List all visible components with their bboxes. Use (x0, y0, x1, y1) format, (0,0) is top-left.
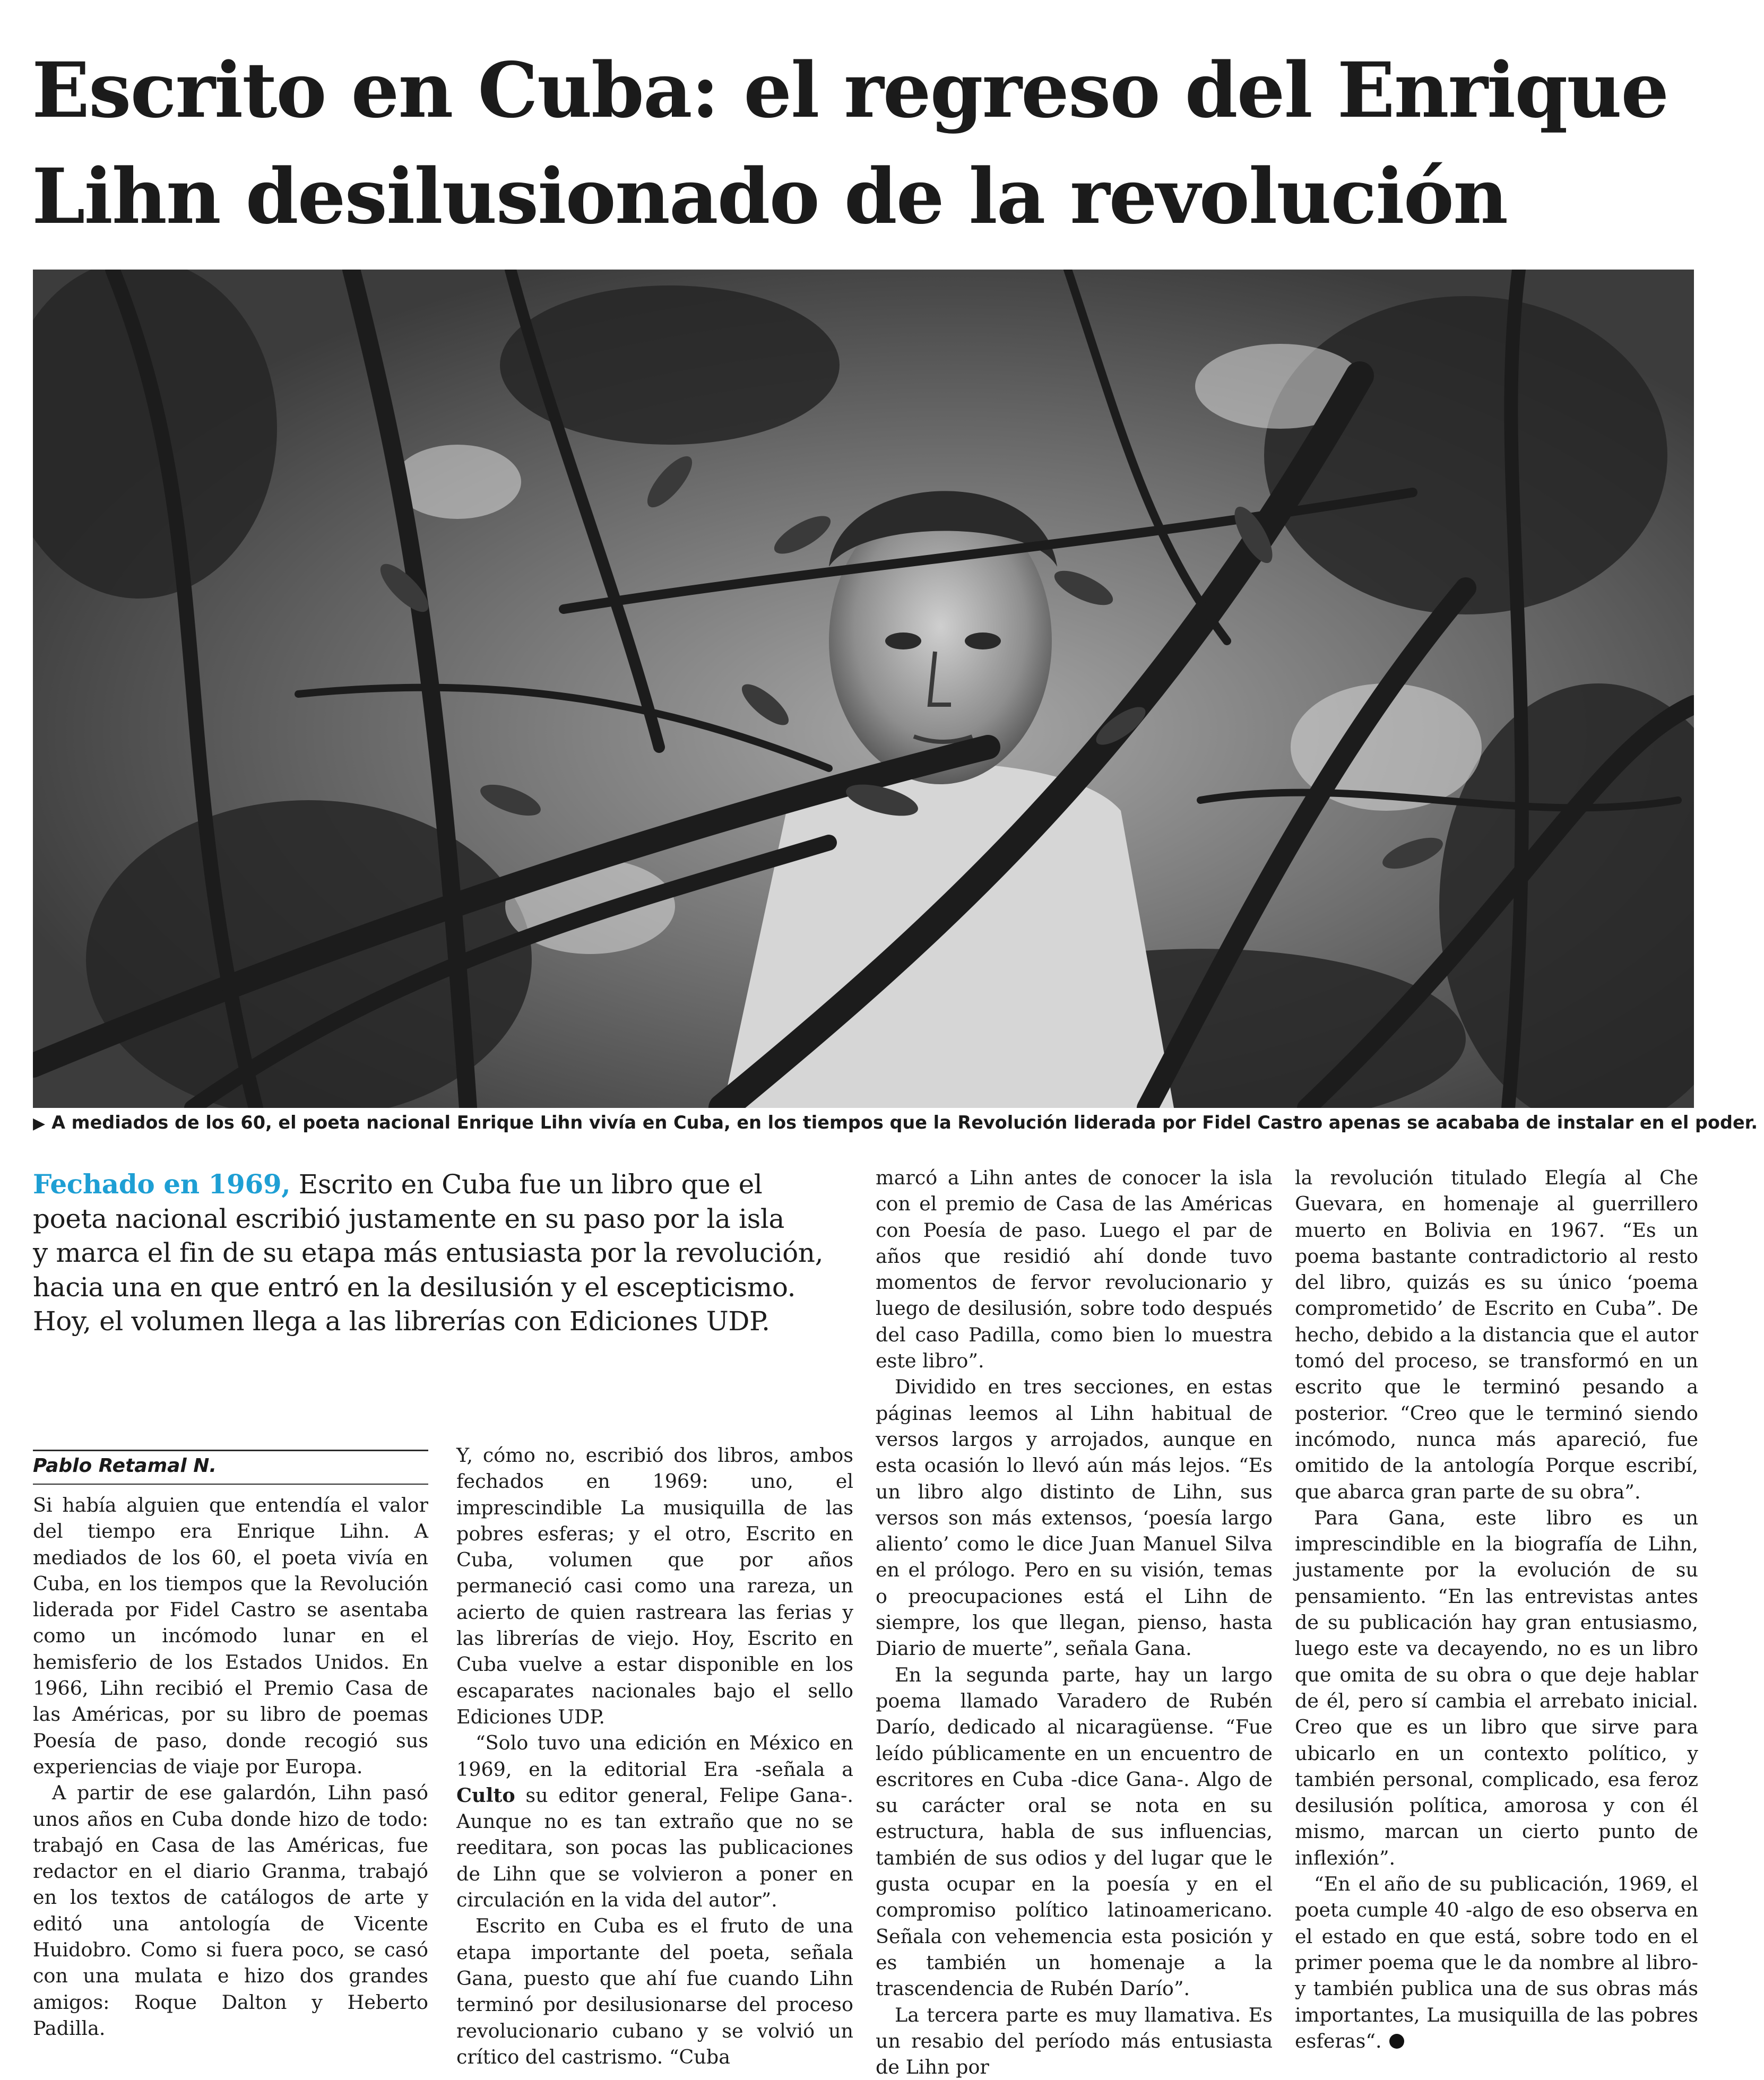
body-column-3 (876, 1165, 1273, 2080)
col3-paragraph-4: La tercera parte es muy llamativa. Es un resabio del período más entusiasta de Lihn por (876, 2002, 1273, 2080)
col3-paragraph-3: En la segunda parte, hay un largo poema llamado Varadero de Rubén Darío, dedicado al nicaragüense. “Fue leído públicamente en un encuentro de escritores en Cuba -dice Gana-. Algo de su carácter oral se nota en su estructura, habla de sus influencias, también de sus odios y del lugar que le gusta ocupar en la poesía y en el compromiso político latinoamericano. Señala con vehemencia esta posición y es también un homenaje a la trascendencia de Rubén Darío”. (876, 1662, 1273, 2002)
triangle-right-icon: ▶ (33, 1114, 45, 1133)
body-column-1 (33, 1492, 428, 2041)
col3-paragraph-2: Dividido en tres secciones, en estas páginas leemos al Lihn habitual de versos largos y arrojados, aunque en esta ocasión lo llevó aún más lejos. “Es un libro algo distinto de Lihn, sus versos son más extensos, ‘poesía largo aliento’ como le dice Juan Manuel Silva en el prólogo. Pero en su visión, temas o preocupaciones está el Lihn de siempre, los que llegan, pienso, hasta Diario de muerte”, señala Gana. (876, 1374, 1273, 1661)
col3-paragraph-1: marcó a Lihn antes de conocer la isla con el premio de Casa de las Américas con Poesía de paso. Luego el par de años que residió ahí donde tuvo momentos de fervor revolucionario y luego de desilusión, sobre todo después del caso Padilla, como bien lo muestra este libro”. (876, 1165, 1273, 1374)
lede-line-5: Hoy, el volumen llega a las librerías con Ediciones UDP. (33, 1304, 861, 1339)
lede-line-4: hacia una en que entró en la desilusión y el escepticismo. (33, 1270, 861, 1305)
photo-caption (33, 1111, 1731, 1136)
col2-p2-after: su editor general, Felipe Gana-. Aunque no es tan extraño que no se reeditara, son pocas las publicaciones de Lihn que se volvieron a poner en circulación en la vida del autor”. (456, 1784, 853, 1911)
lede (33, 1167, 861, 1339)
headline: Escrito en Cuba: el regreso del Enrique Lihn desilusionado de la revolución (32, 37, 1719, 249)
col4-paragraph-3-text: “En el año de su publicación, 1969, el poeta cumple 40 -algo de eso observa en el estado en que está, sobre todo en el primer poema que le da nombre al libro- y también publica una de sus obras más importantes, La musiquilla de las pobres esferas“. (1295, 1873, 1698, 2052)
photo-illustration (33, 270, 1694, 1108)
byline: Pablo Retamal N. (33, 1454, 428, 1478)
body-column-4 (1295, 1165, 1698, 2054)
lede-line-3: y marca el fin de su etapa más entusiasta por la revolución, (33, 1236, 861, 1270)
lede-kicker: Fechado en 1969, (33, 1168, 290, 1200)
col4-paragraph-2: Para Gana, este libro es un imprescindible en la biografía de Lihn, justamente por la evolución de su pensamiento. “En las entrevistas antes de su publicación hay gran entusiasmo, luego este va decayendo, no es un libro que omita de su obra o que deje hablar de él, pero sí cambia el arrebato inicial. Creo que es un libro que sirve para ubicarlo en un contexto político, y también personal, complicado, esa feroz desilusión política, amorosa y con él mismo, marcan un cierto punto de inflexión”. (1295, 1505, 1698, 1871)
col4-paragraph-1: la revolución titulado Elegía al Che Guevara, en homenaje al guerrillero muerto en Bolivia en 1967. “Es un poema bastante contradictorio al resto del libro, quizás es su único ‘poema comprometido’ de Escrito en Cuba”. De hecho, debido a la distancia que el autor tomó del proceso, se transformó en un escrito que le terminó pesando a posterior. “Creo que le terminó siendo incómodo, nunca más apareció, fue omitido de la antología Porque escribí, que abarca gran parte de su obra”. (1295, 1165, 1698, 1505)
byline-rule (33, 1450, 428, 1451)
col1-paragraph-1: Si había alguien que entendía el valor del tiempo era Enrique Lihn. A mediados de los 60, el poeta vivía en Cuba, en los tiempos que la Revolución liderada por Fidel Castro se asentaba como un incómodo lunar en el hemisferio de los Estados Unidos. En 1966, Lihn recibió el Premio Casa de las Américas, por su libro de poemas Poesía de paso, donde recogió sus experiencias de viaje por Europa. (33, 1492, 428, 1780)
filled-circle-icon (1389, 2034, 1404, 2049)
lede-line-2: poeta nacional escribió justamente en su paso por la isla (33, 1202, 861, 1236)
lede-line-1-text: Escrito en Cuba fue un libro que el (299, 1169, 763, 1200)
culto-publication-name: Culto (456, 1784, 515, 1807)
col2-paragraph-2 (456, 1730, 853, 1913)
caption-text: A mediados de los 60, el poeta nacional Enrique Lihn vivía en Cuba, en los tiempos que la Revolución liderada por Fidel Castro apenas se acababa de instalar en el poder. (51, 1112, 1758, 1133)
col2-paragraph-1: Y, cómo no, escribió dos libros, ambos fechados en 1969: uno, el imprescindible La musiquilla de las pobres esferas; y el otro, Escrito en Cuba, volumen que por años permaneció casi como una rareza, un acierto de quien rastreara las ferias y las librerías de viejo. Hoy, Escrito en Cuba vuelve a estar disponible en los escaparates nacionales bajo el sello Ediciones UDP. (456, 1442, 853, 1730)
col1-paragraph-2: A partir de ese galardón, Lihn pasó unos años en Cuba donde hizo de todo: trabajó en Casa de las Américas, fue redactor en el diario Granma, trabajó en los textos de catálogos de arte y editó una antología de Vicente Huidobro. Como si fuera poco, se casó con una mulata e hizo dos grandes amigos: Roque Dalton y Heberto Padilla. (33, 1780, 428, 2041)
article-photo (33, 270, 1694, 1108)
lede-line-1 (33, 1167, 861, 1202)
byline-rule-bottom (33, 1484, 428, 1485)
col2-p2-before: “Solo tuvo una edición en México en 1969, en la editorial Era -señala a (456, 1731, 853, 1780)
col2-paragraph-3: Escrito en Cuba es el fruto de una etapa importante del poeta, señala Gana, puesto que ahí fue cuando Lihn terminó por desilusionarse del proceso revolucionario cubano y se volvió un crítico del castrismo. “Cuba (456, 1913, 853, 2070)
body-column-2 (456, 1442, 853, 2070)
col4-paragraph-3 (1295, 1871, 1698, 2054)
